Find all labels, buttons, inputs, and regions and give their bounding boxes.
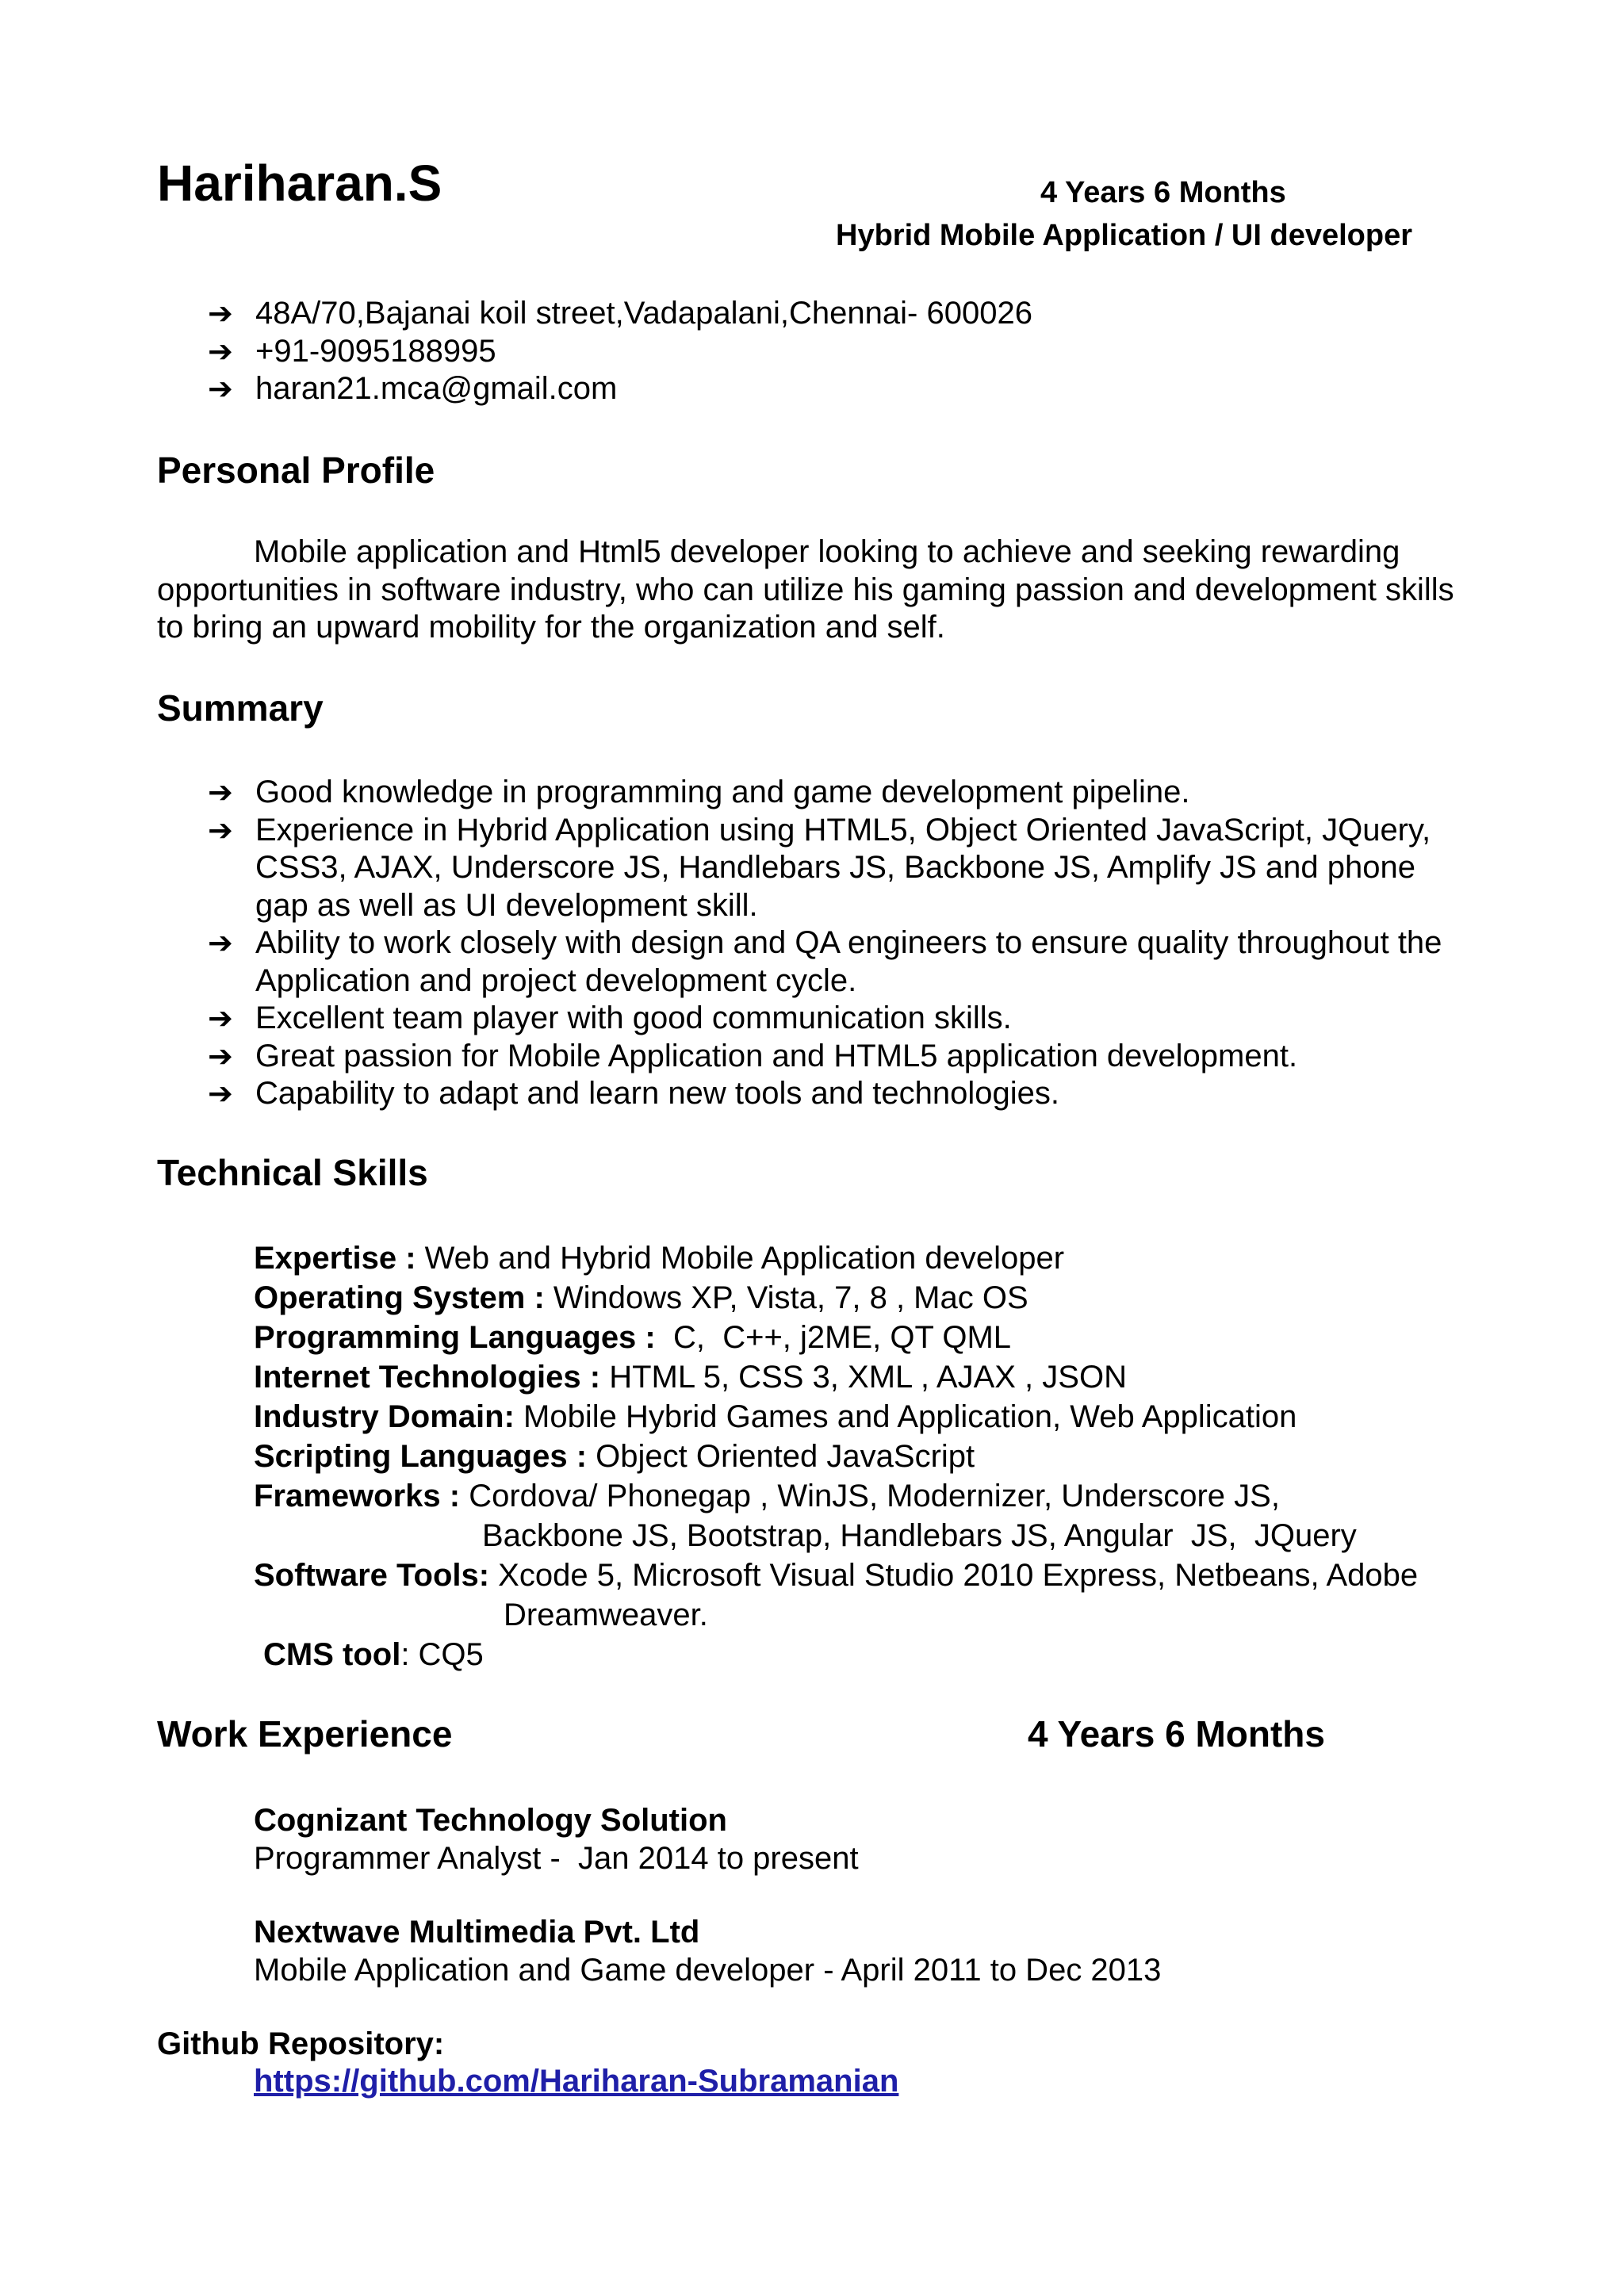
skill-frameworks-cont <box>254 1516 1507 1556</box>
skill-label: Scripting Languages : <box>254 1439 588 1474</box>
arrow-right-icon: ➔ <box>208 1038 233 1073</box>
skill-value: Mobile Hybrid Games and Application, Web Application <box>514 1399 1297 1434</box>
skill-value: Cordova/ Phonegap , WinJS, Modernizer, Underscore JS, <box>460 1479 1280 1513</box>
arrow-right-icon: ➔ <box>208 1001 233 1035</box>
arrow-right-icon: ➔ <box>208 371 233 406</box>
candidate-name: Hariharan.S <box>157 155 442 212</box>
summary-item <box>208 924 1445 1000</box>
summary-item <box>208 774 1445 812</box>
summary-item <box>208 1038 1445 1076</box>
arrow-right-icon: ➔ <box>208 775 233 809</box>
job-detail: Programmer Analyst - Jan 2014 to present <box>254 1841 859 1876</box>
skill-label: Operating System : <box>254 1280 545 1315</box>
summary-item <box>208 1000 1445 1038</box>
summary-item-text: Experience in Hybrid Application using HTML5, Object Oriented JavaScript, JQuery, CSS3, AJAX, Underscore JS, Handlebars JS, Backbone JS, Amplify JS and phone gap as well as UI development skill. <box>255 812 1431 923</box>
skill-value: Dreamweaver. <box>504 1598 708 1632</box>
work-heading: Work Experience <box>157 1713 453 1755</box>
summary-item <box>208 1075 1445 1113</box>
skill-label: Programming Languages : <box>254 1320 656 1355</box>
skill-scripting <box>254 1437 1507 1476</box>
skill-tools <box>254 1556 1507 1595</box>
contact-address <box>208 295 1477 333</box>
job-company: Nextwave Multimedia Pvt. Ltd <box>254 1915 700 1950</box>
contact-list <box>208 295 1477 408</box>
contact-phone-text: +91-9095188995 <box>255 333 496 369</box>
skill-tools-cont <box>254 1595 1507 1635</box>
contact-address-text: 48A/70,Bajanai koil street,Vadapalani,Chennai- 600026 <box>255 296 1032 331</box>
skill-value: : CQ5 <box>400 1637 484 1672</box>
summary-item-text: Good knowledge in programming and game development pipeline. <box>255 775 1190 809</box>
contact-email-text: haran21.mca@gmail.com <box>255 371 618 406</box>
summary-list <box>208 774 1445 1113</box>
job-company: Cognizant Technology Solution <box>254 1803 727 1838</box>
skill-value: Xcode 5, Microsoft Visual Studio 2010 Express, Netbeans, Adobe <box>489 1558 1419 1593</box>
skill-value: Windows XP, Vista, 7, 8 , Mac OS <box>544 1280 1028 1315</box>
arrow-right-icon: ➔ <box>208 925 233 960</box>
arrow-right-icon: ➔ <box>208 296 233 331</box>
profile-heading: Personal Profile <box>157 450 435 491</box>
skill-internet <box>254 1357 1507 1397</box>
skill-label: Expertise : <box>254 1241 416 1276</box>
skill-cms <box>254 1635 1507 1674</box>
skill-domain <box>254 1397 1507 1437</box>
contact-phone <box>208 333 1477 371</box>
header-experience: 4 Years 6 Months <box>1040 176 1286 209</box>
skill-expertise <box>254 1238 1507 1278</box>
summary-item-text: Capability to adapt and learn new tools and technologies. <box>255 1076 1060 1111</box>
job-entry <box>254 1801 859 1877</box>
contact-email <box>208 370 1477 408</box>
arrow-right-icon: ➔ <box>208 1076 233 1111</box>
skill-label: CMS tool <box>263 1637 401 1672</box>
header-role: Hybrid Mobile Application / UI developer <box>836 219 1413 252</box>
skill-programming <box>254 1318 1507 1357</box>
summary-heading: Summary <box>157 687 324 729</box>
summary-item-text: Excellent team player with good communication skills. <box>255 1001 1012 1035</box>
github-link[interactable]: https://github.com/Hariharan-Subramanian <box>254 2064 899 2099</box>
arrow-right-icon: ➔ <box>208 812 233 848</box>
summary-item-text: Ability to work closely with design and QA engineers to ensure quality throughout the Application and project development cycle. <box>255 925 1442 998</box>
skill-label: Frameworks : <box>254 1479 461 1513</box>
summary-item-text: Great passion for Mobile Application and HTML5 application development. <box>255 1038 1298 1073</box>
summary-item <box>208 812 1445 925</box>
job-entry <box>254 1913 1161 1989</box>
skill-value: Backbone JS, Bootstrap, Handlebars JS, Angular JS, JQuery <box>482 1518 1357 1553</box>
skill-label: Software Tools: <box>254 1558 490 1593</box>
github-label: Github Repository: <box>157 2026 445 2061</box>
skill-value: Object Oriented JavaScript <box>587 1439 975 1474</box>
profile-text: Mobile application and Html5 developer looking to achieve and seeking rewarding opportunities in software industry, who can utilize his gaming passion and development skills to bring an upward mobility for the organization and self. <box>157 534 1454 645</box>
skill-frameworks <box>254 1476 1507 1516</box>
skill-value: HTML 5, CSS 3, XML , AJAX , JSON <box>600 1360 1127 1395</box>
skills-heading: Technical Skills <box>157 1152 428 1193</box>
arrow-right-icon: ➔ <box>208 333 233 369</box>
skill-value: Web and Hybrid Mobile Application developer <box>416 1241 1065 1276</box>
skill-label: Industry Domain: <box>254 1399 515 1434</box>
skill-label: Internet Technologies : <box>254 1360 601 1395</box>
skill-value: C, C++, j2ME, QT QML <box>655 1320 1012 1355</box>
work-total: 4 Years 6 Months <box>1028 1713 1325 1755</box>
job-detail: Mobile Application and Game developer - April 2011 to Dec 2013 <box>254 1953 1162 1988</box>
skill-os <box>254 1278 1507 1318</box>
skills-block <box>254 1238 1507 1674</box>
